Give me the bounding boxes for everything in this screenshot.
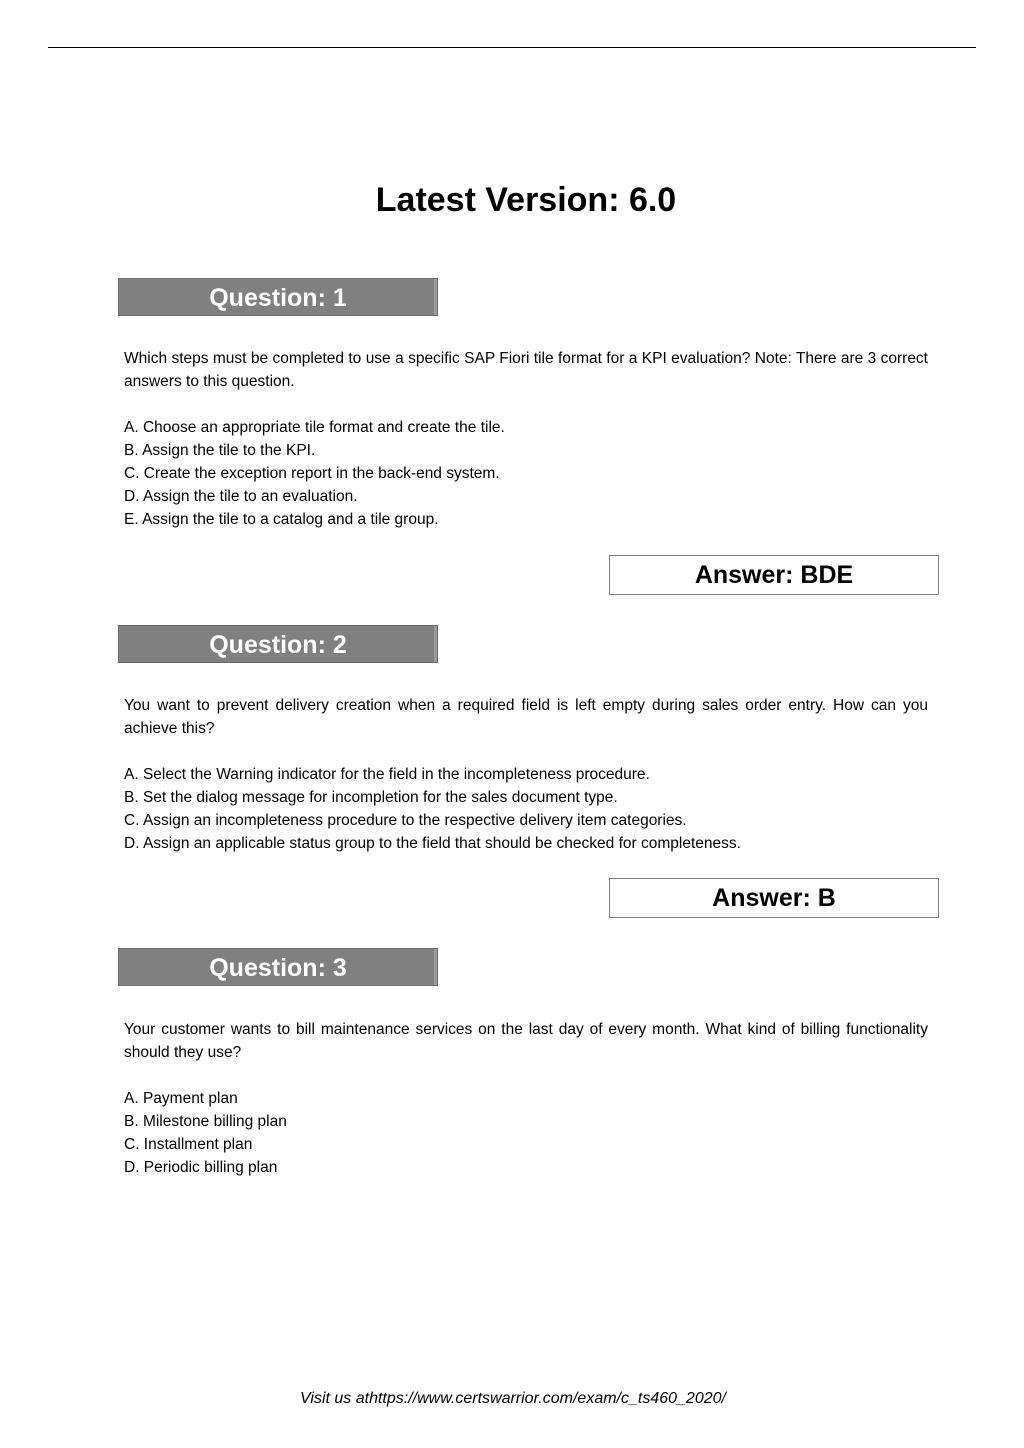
option-item: C. Installment plan xyxy=(124,1136,253,1153)
question-1-answer-box xyxy=(609,555,939,595)
option-item: B. Assign the tile to the KPI. xyxy=(124,442,316,459)
question-label: Question: 3 xyxy=(209,954,347,982)
answer-label: Answer: BDE xyxy=(694,561,854,589)
question-3-options xyxy=(124,1087,928,1179)
option-item: D. Assign the tile to an evaluation. xyxy=(124,488,358,505)
option-item: A. Payment plan xyxy=(124,1090,238,1107)
option-item: D. Assign an applicable status group to the field that should be checked for completeness. xyxy=(124,835,741,852)
answer-label: Answer: B xyxy=(712,884,836,912)
option-item: B. Milestone billing plan xyxy=(124,1113,287,1130)
page-title: Latest Version: 6.0 xyxy=(375,181,677,219)
option-item: B. Set the dialog message for incompletion for the sales document type. xyxy=(124,789,618,806)
top-rule xyxy=(48,47,976,48)
header-edge xyxy=(434,626,437,662)
header-edge xyxy=(434,279,437,315)
question-label: Question: 1 xyxy=(209,284,347,312)
option-item: A. Choose an appropriate tile format and create the tile. xyxy=(124,419,505,436)
footer-link[interactable]: Visit us athttps://www.certswarrior.com/exam/c_ts460_2020/ xyxy=(300,1390,726,1407)
option-item: C. Assign an incompleteness procedure to the respective delivery item categories. xyxy=(124,812,687,829)
question-1-text: Which steps must be completed to use a specific SAP Fiori tile format for a KPI evaluation? Note: There are 3 correct answers to this question. xyxy=(124,350,928,390)
question-label: Question: 2 xyxy=(209,631,347,659)
option-item: E. Assign the tile to a catalog and a tile group. xyxy=(124,511,439,528)
question-2-header xyxy=(118,625,438,663)
question-2-options xyxy=(124,763,928,855)
question-1-options xyxy=(124,416,928,531)
question-3-header xyxy=(118,948,438,986)
option-item: A. Select the Warning indicator for the field in the incompleteness procedure. xyxy=(124,766,650,783)
question-1-header xyxy=(118,278,438,316)
option-item: D. Periodic billing plan xyxy=(124,1159,278,1176)
question-3-text: Your customer wants to bill maintenance services on the last day of every month. What kind of billing functionality should they use? xyxy=(124,1021,928,1061)
question-2-answer-box xyxy=(609,878,939,918)
question-2-text: You want to prevent delivery creation when a required field is left empty during sales order entry. How can you achieve this? xyxy=(124,697,928,737)
option-item: C. Create the exception report in the back-end system. xyxy=(124,465,500,482)
header-edge xyxy=(434,949,437,985)
